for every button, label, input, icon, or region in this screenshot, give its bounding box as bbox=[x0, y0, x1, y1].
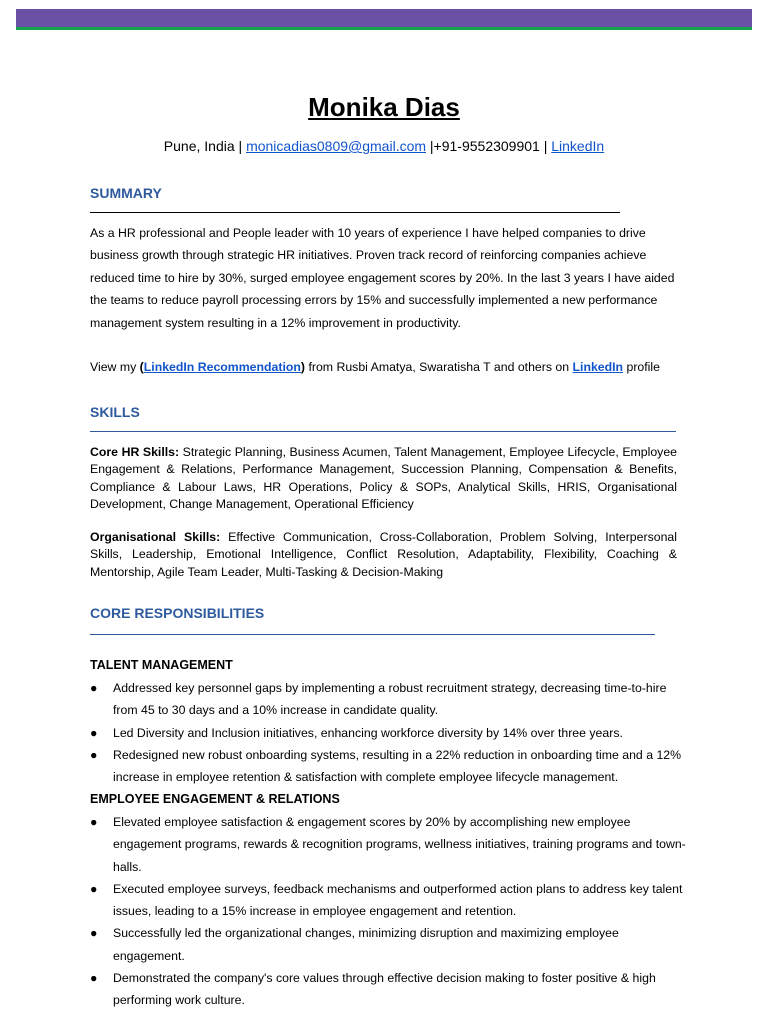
recommendation-prefix: View my bbox=[90, 360, 140, 374]
contact-line bbox=[0, 138, 768, 154]
list-item-text: Redesigned new robust onboarding systems, resulting in a 22% reduction in onboarding time and a 12% increase in employee retention & satisfaction with complete employee lifecycle management. bbox=[113, 747, 682, 785]
talent-management-list bbox=[90, 677, 690, 788]
skills-divider bbox=[90, 431, 676, 432]
linkedin-link[interactable]: LinkedIn bbox=[551, 138, 605, 154]
responsibilities-divider bbox=[90, 634, 655, 635]
list-item bbox=[90, 744, 690, 789]
engagement-heading: EMPLOYEE ENGAGEMENT & RELATIONS bbox=[90, 792, 340, 806]
bullet: ● bbox=[90, 971, 98, 986]
phone-text: |+91-9552309901 | bbox=[429, 138, 548, 154]
list-item bbox=[90, 922, 690, 967]
recommendation-paren-open: ( bbox=[139, 360, 144, 374]
linkedin-recommendation-link[interactable]: LinkedIn Recommendation bbox=[143, 360, 301, 374]
recommendation-middle: from Rusbi Amatya, Swaratisha T and others on bbox=[305, 360, 573, 374]
list-item-text: Executed employee surveys, feedback mechanisms and outperformed action plans to address key talent issues, leading to a 15% increase in employee engagement and retention. bbox=[113, 881, 683, 919]
core-hr-skills bbox=[90, 444, 677, 514]
list-item bbox=[90, 677, 690, 722]
list-item bbox=[90, 811, 690, 878]
organisational-skills-text: Effective Communication, Cross-Collaboration, Problem Solving, Interpersonal Skills, Leadership, Emotional Intelligence, Conflict Resolution, Adaptability, Flexibility, Coaching & Mentorship, Agile Team Leader, Multi-Tasking & Decision-Making bbox=[90, 530, 677, 579]
list-item bbox=[90, 878, 690, 923]
recommendation-suffix: profile bbox=[623, 360, 660, 374]
list-item-text: Demonstrated the company's core values through effective decision making to foster positive & high performing work culture. bbox=[113, 971, 656, 1008]
list-item-text: Successfully led the organizational changes, minimizing disruption and maximizing employee engagement. bbox=[113, 926, 619, 963]
summary-heading: SUMMARY bbox=[90, 185, 162, 201]
bullet: ● bbox=[90, 725, 98, 740]
bullet: ● bbox=[90, 926, 98, 941]
engagement-list bbox=[90, 811, 690, 1012]
responsibilities-heading: CORE RESPONSIBILITIES bbox=[90, 605, 265, 621]
organisational-skills-label: Organisational Skills: bbox=[90, 530, 221, 544]
talent-management-heading: TALENT MANAGEMENT bbox=[90, 658, 233, 672]
linkedin-profile-link[interactable]: LinkedIn bbox=[572, 360, 624, 374]
summary-divider bbox=[90, 212, 620, 213]
location-text: Pune, India | bbox=[163, 138, 243, 154]
header-bar-accent bbox=[16, 27, 752, 30]
header-bar bbox=[16, 9, 752, 29]
list-item-text: Led Diversity and Inclusion initiatives, enhancing workforce diversity by 14% over three years. bbox=[113, 725, 623, 740]
core-hr-skills-label: Core HR Skills: bbox=[90, 445, 180, 459]
skills-heading: SKILLS bbox=[90, 404, 140, 420]
recommendation-line bbox=[90, 356, 690, 378]
candidate-name: Monika Dias bbox=[308, 92, 460, 122]
organisational-skills bbox=[90, 529, 677, 581]
core-hr-skills-text: Strategic Planning, Business Acumen, Talent Management, Employee Lifecycle, Employee Engagement & Relations, Performance Management, Succession Planning, Compensation & Benefits, Compliance & Labour Laws, HR Operations, Policy & SOPs, Analytical Skills, HRIS, Organisational Development, Change Management, Operational Efficiency bbox=[90, 445, 678, 512]
recommendation-paren-close: ) bbox=[300, 360, 306, 374]
bullet: ● bbox=[90, 681, 98, 695]
list-item bbox=[90, 722, 690, 744]
bullet: ● bbox=[90, 747, 98, 762]
bullet: ● bbox=[90, 815, 98, 829]
list-item bbox=[90, 967, 690, 1012]
bullet: ● bbox=[90, 881, 98, 896]
summary-text: As a HR professional and People leader with 10 years of experience I have helped companies to drive business growth through strategic HR initiatives. Proven track record of reinforcing companies achieve reduced time to hire by 30%, surged employee engagement scores by 20%. In the last 3 years I have aided the teams to reduce payroll processing errors by 15% and successfully implemented a new performance management system resulting in a 12% improvement in productivity. bbox=[90, 226, 675, 330]
list-item-text: Addressed key personnel gaps by implementing a robust recruitment strategy, decreasing time-to-hire from 45 to 30 days and a 10% increase in candidate quality. bbox=[113, 681, 667, 718]
email-link[interactable]: monicadias0809@gmail.com bbox=[246, 138, 427, 154]
list-item-text: Elevated employee satisfaction & engagement scores by 20% by accomplishing new employee engagement programs, rewards & recognition programs, wellness initiatives, training programs and town-halls. bbox=[113, 815, 686, 874]
